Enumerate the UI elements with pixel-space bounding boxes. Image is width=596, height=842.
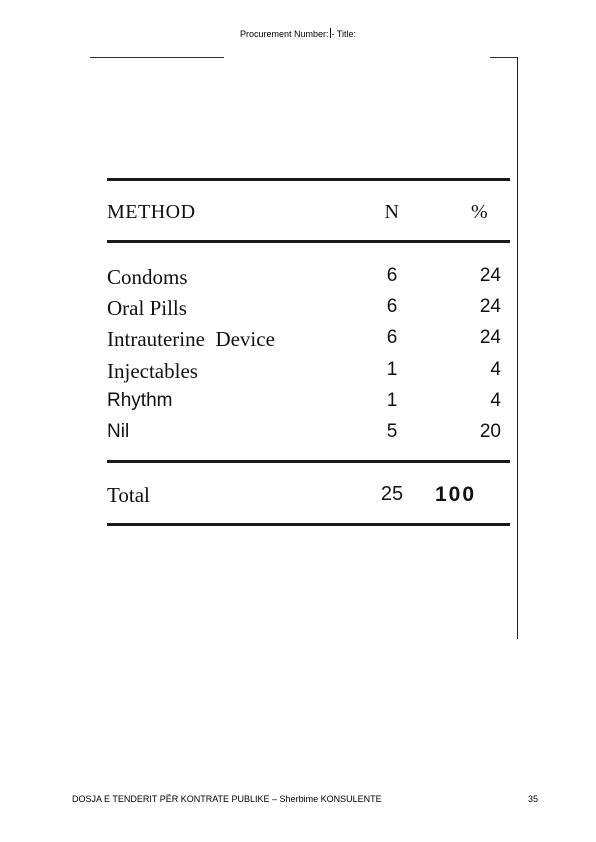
table-total-rule bbox=[107, 460, 510, 463]
method-cell: Injectables bbox=[107, 359, 198, 383]
percent-cell: 24 bbox=[479, 327, 501, 348]
table-row bbox=[107, 421, 510, 451]
page-header bbox=[0, 28, 596, 39]
column-header-method: METHOD bbox=[107, 201, 196, 223]
method-cell: Nil bbox=[107, 421, 130, 442]
percent-cell: 24 bbox=[479, 265, 501, 286]
n-cell: 6 bbox=[386, 327, 398, 348]
table-row bbox=[107, 359, 510, 389]
procurement-number-label: Procurement Number: bbox=[239, 29, 329, 39]
table-header-rule bbox=[107, 240, 510, 243]
scan-border-right bbox=[517, 57, 518, 639]
title-label: - Title: bbox=[331, 29, 357, 39]
text-cursor bbox=[330, 28, 331, 38]
page-footer bbox=[72, 794, 538, 804]
column-header-n: N bbox=[384, 201, 400, 223]
table-row bbox=[107, 390, 510, 420]
table-bottom-rule bbox=[107, 523, 510, 526]
page-number: 35 bbox=[527, 794, 538, 804]
method-cell: Rhythm bbox=[107, 390, 173, 411]
table-top-rule bbox=[107, 178, 510, 181]
total-percent: 100 bbox=[435, 483, 477, 506]
n-cell: 1 bbox=[386, 390, 398, 411]
total-n: 25 bbox=[380, 483, 404, 505]
table-total-row bbox=[107, 483, 510, 513]
scanned-table-image bbox=[90, 57, 518, 639]
percent-cell: 4 bbox=[490, 359, 501, 380]
footer-text: DOSJA E TENDERIT PËR KONTRATE PUBLIKE – Sherbime KONSULENTE bbox=[72, 794, 382, 804]
percent-cell: 4 bbox=[490, 390, 501, 411]
percent-cell: 24 bbox=[479, 296, 501, 317]
scan-border-top-right bbox=[490, 57, 518, 58]
n-cell: 6 bbox=[386, 265, 398, 286]
total-label: Total bbox=[107, 483, 150, 507]
table-header-row bbox=[107, 201, 510, 231]
method-cell: Intrauterine Device bbox=[107, 327, 275, 351]
table-row bbox=[107, 296, 510, 326]
scan-border-top bbox=[90, 57, 224, 58]
n-cell: 5 bbox=[386, 421, 398, 442]
method-cell: Oral Pills bbox=[107, 296, 187, 320]
column-header-percent: % bbox=[471, 201, 489, 223]
n-cell: 6 bbox=[386, 296, 398, 317]
percent-cell: 20 bbox=[479, 421, 501, 442]
n-cell: 1 bbox=[386, 359, 398, 380]
table-row bbox=[107, 327, 510, 357]
table-row bbox=[107, 265, 510, 295]
method-cell: Condoms bbox=[107, 265, 188, 289]
